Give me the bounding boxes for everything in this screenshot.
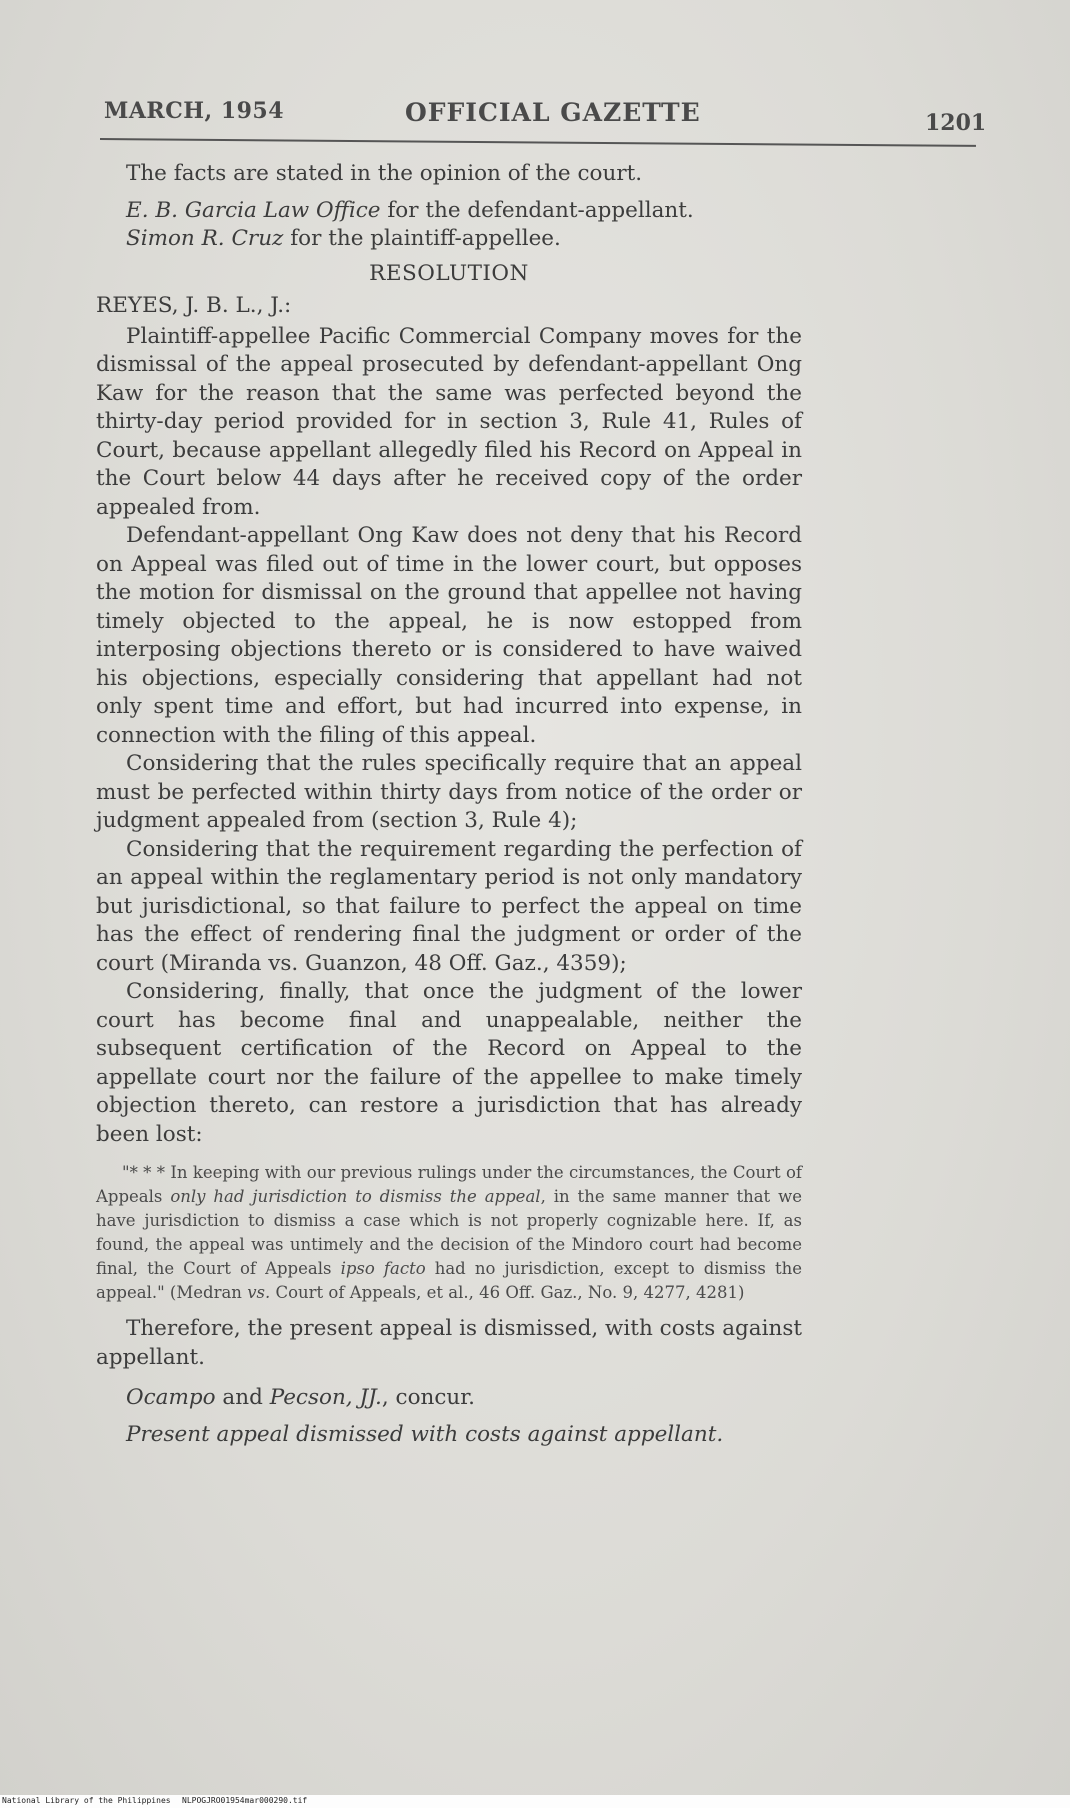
concur-text: , concur. [381, 1385, 476, 1410]
quote-part-d: ipso facto [340, 1259, 426, 1278]
quote-part-b: only had jurisdiction to dismiss the appeal [170, 1187, 541, 1206]
quote-part-f: vs. [247, 1283, 271, 1302]
paragraph-5: Considering, finally, that once the judgment of the lower court has become final and unappealable, neither the subsequent certification of the Record on Appeal to the appellate court nor the failure of the appellee to make timely objection thereto, can restore a jurisdiction that has already been lost: [96, 979, 802, 1147]
counsel-1-name: E. B. Garcia Law Office [126, 197, 381, 223]
document-body [96, 160, 802, 1449]
header-date: MARCH, 1954 [104, 98, 285, 124]
concur-name-2: Pecson, JJ. [269, 1385, 382, 1410]
header-rule [100, 138, 976, 147]
block-quote [96, 1161, 802, 1305]
resolution-heading: RESOLUTION [369, 260, 529, 286]
author-line: REYES, J. B. L., J.: [96, 293, 292, 318]
counsel-2-role: for the plaintiff-appellee. [283, 226, 561, 251]
syllabus-line: Present appeal dismissed with costs against appellant. [126, 1421, 724, 1447]
quote-part-g: Court of Appeals, et al., 46 Off. Gaz., No. 9, 4277, 4281) [270, 1283, 745, 1302]
footer-library: National Library of the Philippines [2, 1796, 171, 1805]
paragraph-1: Plaintiff-appellee Pacific Commercial Company moves for the dismissal of the appeal prosecuted by defendant-appellant Ong Kaw for the reason that the same was perfected beyond the thirty-day period provided for in section 3, Rule 41, Rules of Court, because appellant allegedly filed his Record on Appeal in the Court below 44 days after he received copy of the order appealed from. [96, 323, 802, 520]
footer-filename: NLPOGJRO01954mar000290.tif [182, 1796, 308, 1805]
counsel-2-name: Simon R. Cruz [126, 226, 284, 251]
scan-footer [0, 1795, 1070, 1808]
concur-and: and [215, 1385, 270, 1410]
counsel-1-role: for the defendant-appellant. [380, 197, 694, 223]
facts-line: The facts are stated in the opinion of the court. [126, 161, 643, 186]
paragraph-2: Defendant-appellant Ong Kaw does not deny that his Record on Appeal was filed out of time in the lower court, but opposes the motion for dismissal on the ground that appellee not having timely objected to the appeal, he is now estopped from interposing objections thereto or is considered to have waived his objections, especially considering that appellant had not only spent time and effort, but had incurred into expense, in connection with the filing of this appeal. [96, 523, 802, 748]
header-page-number: 1201 [925, 110, 987, 136]
counsel-line-1 [96, 197, 802, 226]
conclusion-paragraph: Therefore, the present appeal is dismissed, with costs against appellant. [96, 1316, 802, 1370]
concur-name-1: Ocampo [126, 1385, 216, 1410]
paragraph-4: Considering that the requirement regarding the perfection of an appeal within the reglamentary period is not only mandatory but jurisdictional, so that failure to perfect the appeal on time has the effect of rendering final the judgment or order of the court (Miranda vs. Guanzon, 48 Off. Gaz., 4359); [96, 836, 802, 976]
quote-part-e: had no jurisdiction, except to dismiss the appeal." (Medran [96, 1259, 802, 1302]
page-header [100, 92, 987, 136]
quote-part-a: "* * * In keeping with our previous rulings under the circumstances, the Court of Appeals [96, 1163, 802, 1206]
counsel-line-2 [96, 225, 802, 254]
paragraph-3: Considering that the rules specifically require that an appeal must be perfected within thirty days from notice of the order or judgment appealed from (section 3, Rule 4); [96, 751, 802, 833]
concurrence-line [96, 1384, 802, 1413]
header-title: OFFICIAL GAZETTE [405, 98, 701, 127]
quote-part-c: , in the same manner that we have jurisdiction to dismiss a case which is not properly cognizable here. If, as found, the appeal was untimely and the decision of the Mindoro court had become final, the Court of Appeals [96, 1187, 802, 1278]
